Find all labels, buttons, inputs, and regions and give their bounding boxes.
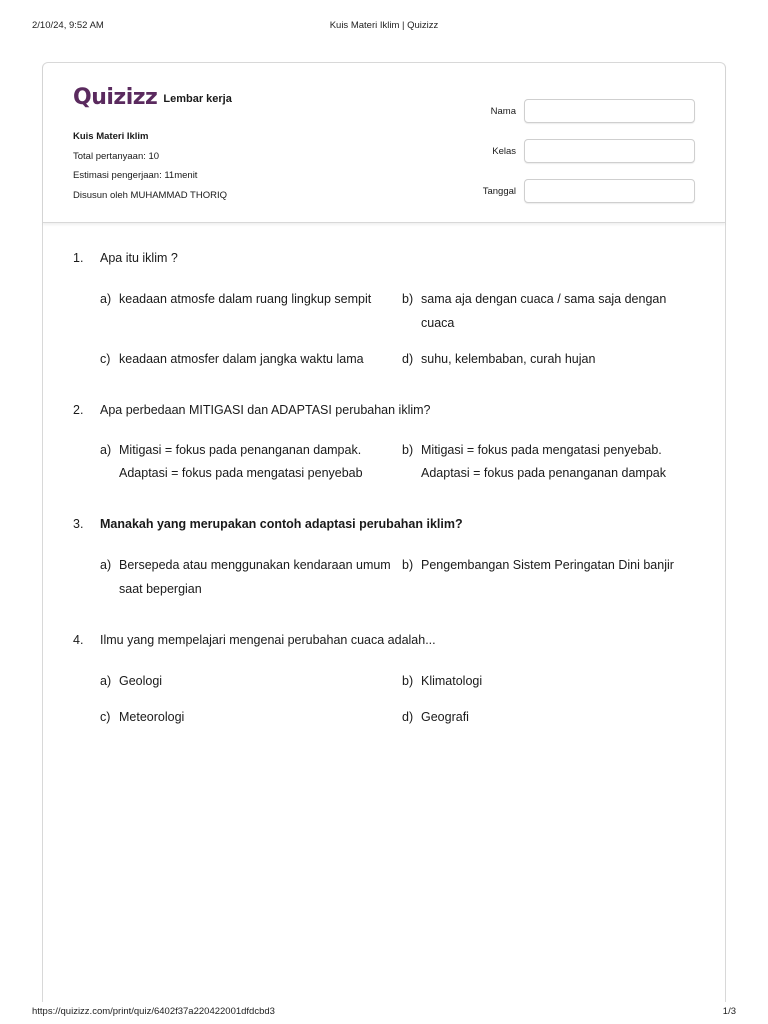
field-row-class [455, 131, 695, 171]
option-letter: a) [100, 558, 112, 572]
option-line: Mitigasi = fokus pada penanganan dampak. [119, 443, 362, 457]
question-number: 2. [73, 403, 84, 417]
option-text: suhu, kelembaban, curah hujan [421, 352, 596, 366]
field-row-date [455, 171, 695, 211]
option-grid [100, 287, 703, 371]
option-a [100, 439, 402, 485]
print-footer [0, 996, 768, 1024]
question-list [73, 249, 703, 759]
option-text: Geologi [119, 674, 163, 688]
question-prompt: Apa itu iklim ? [100, 251, 178, 265]
option-c [100, 705, 402, 729]
question-prompt: Manakah yang merupakan contoh adaptasi perubahan iklim? [100, 517, 463, 531]
option-text: Pengembangan Sistem Peringatan Dini banjir [421, 558, 674, 572]
option-letter: a) [100, 443, 112, 457]
option-line: Adaptasi = fokus pada mengatasi penyebab [119, 466, 363, 480]
question-1 [73, 249, 703, 371]
question-number: 4. [73, 633, 84, 647]
student-fields [455, 91, 695, 211]
worksheet-label: Lembar kerja [163, 92, 232, 105]
option-letter: b) [402, 292, 414, 306]
total-questions: Total pertanyaan: 10 [73, 150, 160, 162]
option-b [402, 669, 702, 693]
option-a [100, 669, 402, 693]
question-number: 3. [73, 517, 84, 531]
option-line: Adaptasi = fokus pada penanganan dampak [421, 466, 666, 480]
class-field[interactable] [524, 139, 695, 163]
option-text [421, 439, 702, 485]
print-title: Kuis Materi Iklim | Quizizz [329, 20, 439, 31]
print-header [0, 0, 768, 50]
option-text: sama aja dengan cuaca / sama saja dengan cuaca [421, 292, 667, 330]
author: Disusun oleh MUHAMMAD THORIQ [73, 189, 227, 201]
option-d [402, 705, 702, 729]
field-label-class: Kelas [492, 145, 516, 157]
date-field[interactable] [524, 179, 695, 203]
option-text [119, 439, 402, 485]
option-letter: d) [402, 710, 414, 724]
quiz-title: Kuis Materi Iklim [73, 131, 149, 142]
option-letter: a) [100, 674, 112, 688]
option-letter: a) [100, 292, 112, 306]
page-number: 1/3 [722, 1006, 736, 1017]
worksheet-header [43, 63, 725, 223]
field-label-name: Nama [490, 105, 516, 117]
option-text: Bersepeda atau menggunakan kendaraan umum saat bepergian [119, 558, 391, 596]
option-grid [100, 553, 703, 601]
question-3 [73, 515, 703, 601]
option-d [402, 347, 702, 371]
option-text: Klimatologi [421, 674, 483, 688]
worksheet [42, 62, 726, 1002]
option-c [100, 347, 402, 371]
logo-wordmark: Quizizz [73, 85, 158, 110]
option-text: keadaan atmosfer dalam jangka waktu lama [119, 352, 364, 366]
option-a [100, 287, 402, 335]
option-letter: d) [402, 352, 414, 366]
option-text: keadaan atmosfe dalam ruang lingkup sempit [119, 292, 372, 306]
question-2 [73, 401, 703, 485]
question-text [73, 515, 703, 533]
option-letter: b) [402, 674, 414, 688]
option-b [402, 439, 702, 485]
question-text [73, 249, 703, 267]
option-line: Mitigasi = fokus pada mengatasi penyebab. [421, 443, 662, 457]
option-letter: c) [100, 352, 111, 366]
question-number: 1. [73, 251, 84, 265]
option-b [402, 553, 702, 601]
field-row-name [455, 91, 695, 131]
question-prompt: Apa perbedaan MITIGASI dan ADAPTASI perubahan iklim? [100, 403, 431, 417]
field-label-date: Tanggal [482, 185, 516, 197]
quizizz-logo [73, 85, 232, 110]
option-b [402, 287, 702, 335]
question-4 [73, 631, 703, 729]
option-grid [100, 439, 703, 485]
option-letter: c) [100, 710, 111, 724]
name-field[interactable] [524, 99, 695, 123]
option-text: Meteorologi [119, 710, 185, 724]
quiz-meta [73, 127, 227, 205]
print-url: https://quizizz.com/print/quiz/6402f37a220422001dfdcbd3 [32, 1006, 275, 1017]
option-letter: b) [402, 443, 414, 457]
option-letter: b) [402, 558, 414, 572]
question-text [73, 631, 703, 649]
option-text: Geografi [421, 710, 469, 724]
question-text [73, 401, 703, 419]
option-grid [100, 669, 703, 729]
question-prompt: Ilmu yang mempelajari mengenai perubahan cuaca adalah... [100, 633, 436, 647]
option-a [100, 553, 402, 601]
print-date: 2/10/24, 9:52 AM [32, 20, 104, 31]
estimated-time: Estimasi pengerjaan: 11menit [73, 170, 198, 181]
